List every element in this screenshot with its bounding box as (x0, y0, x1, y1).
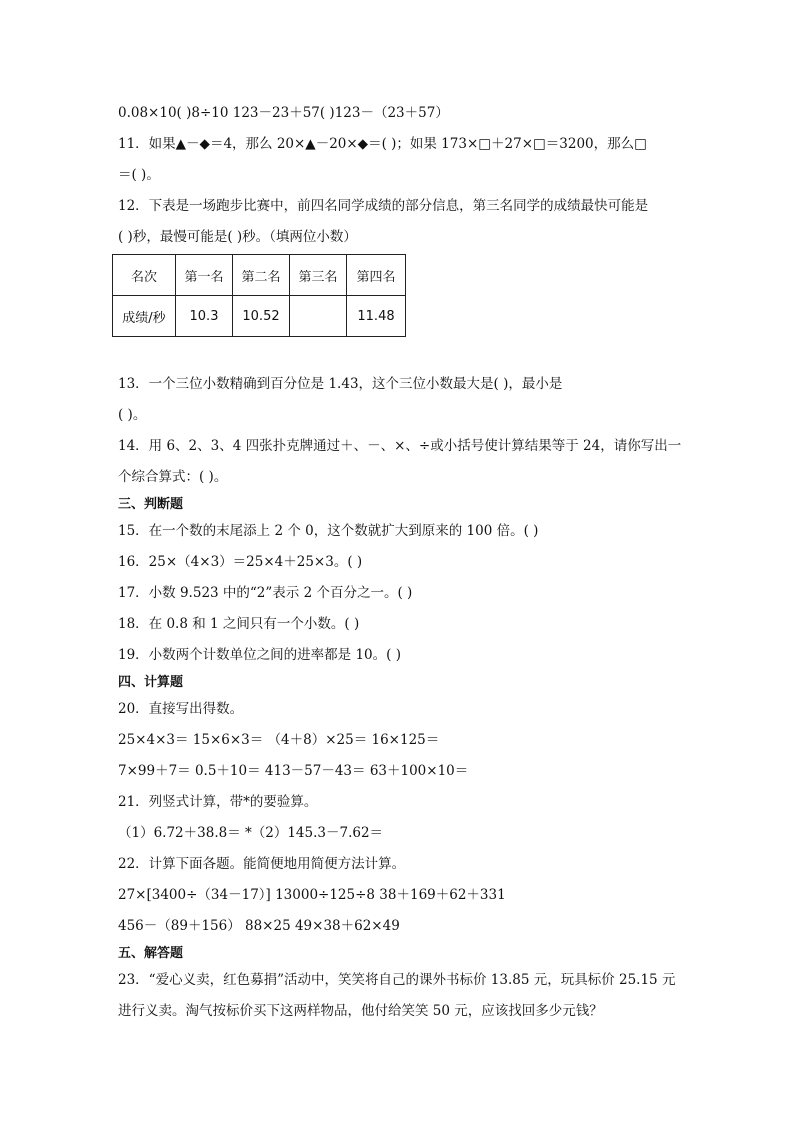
question-22-line: 22．计算下面各题。能简便地用简便方法计算。 (118, 856, 406, 872)
question-11-line-1: 11．如果▲－◆＝4，那么 20×▲－20×◆＝( )；如果 173×□＋27×□＝3200，那么□ (118, 136, 647, 152)
header-first: 第一名 (176, 255, 233, 296)
table-row (113, 296, 406, 337)
question-23-line-2: 进行义卖。淘气按标价买下这两样物品，他付给笑笑 50 元，应该找回多少元钱？ (118, 1003, 603, 1019)
question-20-line: 20．直接写出得数。 (118, 701, 244, 717)
question-12-line-2: ( )秒，最慢可能是( )秒。（填两位小数） (118, 229, 357, 245)
cell-first: 10.3 (176, 296, 233, 337)
header-rank: 名次 (113, 255, 176, 296)
question-13-line-2: ( )。 (118, 407, 147, 423)
question-12-line-1: 12．下表是一场跑步比赛中，前四名同学成绩的部分信息，第三名同学的成绩最快可能是 (118, 198, 649, 214)
question-20-row-2: 7×99＋7＝ 0.5＋10＝ 413－57－43＝ 63＋100×10＝ (118, 763, 469, 779)
question-14-line-1: 14．用 6、2、3、4 四张扑克牌通过＋、－、×、÷或小括号使计算结果等于 24，请你写出一 (118, 438, 682, 454)
question-17-line: 17．小数 9.523 中的“2”表示 2 个百分之一。( ) (118, 585, 413, 601)
cell-third (290, 296, 347, 337)
question-11-line-2: ＝( )。 (118, 167, 160, 183)
row-label: 成绩/秒 (113, 296, 176, 337)
cell-second: 10.52 (233, 296, 290, 337)
question-18-line: 18．在 0.8 和 1 之间只有一个小数。( ) (118, 616, 360, 632)
question-19-line: 19．小数两个计数单位之间的进率都是 10。( ) (118, 647, 401, 663)
question-21-line: 21．列竖式计算，带*的要验算。 (118, 794, 318, 810)
section-4-heading: 四、计算题 (118, 675, 184, 690)
section-3-heading: 三、判断题 (118, 497, 184, 512)
section-5-heading: 五、解答题 (118, 946, 184, 961)
question-22-row-2: 456－（89＋156） 88×25 49×38＋62×49 (118, 918, 400, 934)
question-22-row-1: 27×[3400÷（34－17）] 13000÷125÷8 38＋169＋62＋331 (118, 887, 506, 903)
question-23-line-1: 23．“爱心义卖，红色募捐”活动中，笑笑将自己的课外书标价 13.85 元，玩具标价 25.15 元 (118, 972, 676, 988)
question-10-line: 0.08×10( )8÷10 123－23＋57( )123－（23＋57） (118, 105, 449, 121)
question-16-line: 16．25×（4×3）＝25×4＋25×3。( ) (118, 554, 363, 570)
header-second: 第二名 (233, 255, 290, 296)
table-header-row (113, 255, 406, 296)
question-15-line: 15．在一个数的末尾添上 2 个 0，这个数就扩大到原来的 100 倍。( ) (118, 523, 539, 539)
question-14-line-2: 个综合算式：( )。 (118, 469, 228, 485)
cell-fourth: 11.48 (347, 296, 406, 337)
header-third: 第三名 (290, 255, 347, 296)
question-21-items: （1）6.72＋38.8＝ *（2）145.3－7.62＝ (118, 825, 384, 841)
header-fourth: 第四名 (347, 255, 406, 296)
race-results-table (112, 254, 406, 337)
question-20-row-1: 25×4×3＝ 15×6×3＝ （4＋8）×25＝ 16×125＝ (118, 732, 440, 748)
question-13-line-1: 13．一个三位小数精确到百分位是 1.43，这个三位小数最大是( )，最小是 (118, 376, 563, 392)
